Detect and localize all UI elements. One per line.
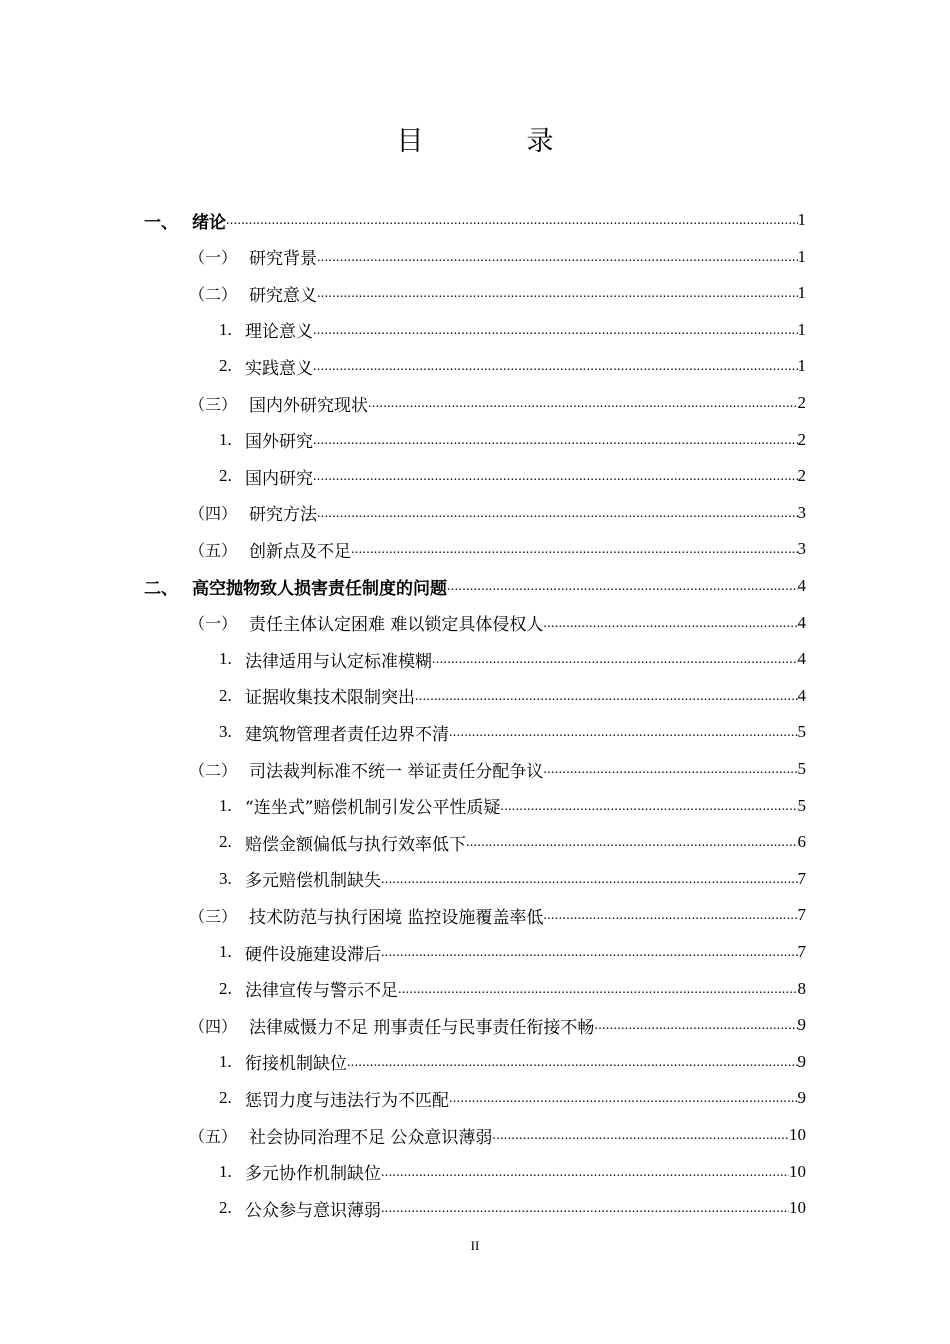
toc-entry-number: 3. — [219, 868, 232, 888]
toc-entry[interactable] — [144, 568, 806, 604]
toc-dot-leader — [317, 275, 798, 311]
toc-entry-label: 惩罚力度与违法行为不匹配 — [245, 1090, 449, 1111]
toc-entry[interactable] — [189, 751, 806, 787]
toc-entry-label: 实践意义 — [245, 358, 313, 379]
toc-entry-page: 9 — [797, 1051, 806, 1071]
toc-entry[interactable] — [219, 1080, 806, 1116]
toc-entry-label: 研究背景 — [249, 249, 317, 270]
toc-dot-leader — [447, 568, 798, 604]
toc-entry[interactable] — [189, 1117, 806, 1153]
toc-entry-label: 责任主体认定困难 难以锁定具体侵权人 — [249, 615, 544, 636]
toc-entry-label: 建筑物管理者责任边界不清 — [245, 724, 449, 745]
toc-entry[interactable] — [189, 1007, 806, 1043]
toc-entry[interactable] — [219, 348, 806, 384]
toc-entry-label: 法律适用与认定标准模糊 — [245, 651, 432, 672]
toc-entry-label: 绪论 — [192, 212, 226, 233]
toc-entry-label: 技术防范与执行困境 监控设施覆盖率低 — [249, 907, 544, 928]
toc-dot-leader — [313, 458, 798, 494]
toc-entry[interactable] — [219, 1154, 806, 1190]
toc-entry-page: 2 — [797, 429, 806, 449]
toc-entry[interactable] — [219, 1190, 806, 1226]
toc-entry-label: 理论意义 — [245, 322, 313, 343]
toc-entry-number: 3. — [219, 722, 232, 742]
toc-entry[interactable] — [219, 678, 806, 714]
toc-entry-label: 法律威慑力不足 刑事责任与民事责任衔接不畅 — [249, 1017, 595, 1038]
toc-dot-leader — [466, 824, 798, 860]
toc-entry-page: 2 — [797, 393, 806, 412]
toc-dot-leader — [543, 897, 797, 933]
toc-entry-label: 研究意义 — [249, 285, 317, 306]
toc-entry[interactable] — [219, 971, 806, 1007]
toc-entry-page: 4 — [797, 649, 806, 669]
toc-entry-page: 1 — [797, 283, 806, 303]
toc-entry-page: 1 — [797, 319, 806, 339]
toc-entry[interactable] — [219, 312, 806, 348]
toc-entry-number: （一） — [189, 248, 238, 268]
toc-dot-leader — [317, 495, 798, 531]
toc-entry-number: 1. — [219, 942, 232, 961]
toc-entry-label: 公众参与意识薄弱 — [245, 1200, 381, 1221]
toc-entry-page: 9 — [797, 1088, 806, 1108]
toc-entry[interactable] — [219, 641, 806, 677]
toc-dot-leader — [381, 1154, 789, 1190]
toc-dot-leader — [381, 934, 798, 970]
toc-entry-number: 2. — [219, 1088, 232, 1108]
toc-dot-leader — [543, 605, 797, 641]
toc-entry[interactable] — [219, 458, 806, 494]
toc-entry-label: 硬件设施建设滞后 — [245, 944, 381, 965]
toc-entry-number: 一、 — [144, 212, 178, 233]
toc-dot-leader — [317, 239, 798, 275]
toc-entry-label: 研究方法 — [249, 505, 317, 526]
toc-entry[interactable] — [219, 422, 806, 458]
toc-entry[interactable] — [219, 1044, 806, 1080]
toc-dot-leader — [594, 1007, 797, 1043]
toc-entry[interactable] — [189, 275, 806, 311]
toc-entry-number: 1. — [219, 319, 232, 339]
toc-entry[interactable] — [219, 824, 806, 860]
toc-entry-label: 多元协作机制缺位 — [245, 1164, 381, 1185]
toc-dot-leader — [449, 714, 798, 750]
toc-entry-page: 5 — [797, 795, 806, 815]
toc-entry-page: 7 — [797, 942, 806, 961]
toc-entry-number: 1. — [219, 1161, 232, 1181]
toc-dot-leader — [398, 971, 798, 1007]
toc-entry-number: 二、 — [144, 578, 178, 599]
toc-entry-label: 衔接机制缺位 — [245, 1054, 347, 1075]
toc-entry-number: （三） — [189, 906, 238, 926]
toc-dot-leader — [368, 385, 798, 421]
toc-entry[interactable] — [189, 897, 806, 933]
toc-entry-page: 1 — [797, 246, 806, 266]
toc-entry-page: 7 — [797, 868, 806, 888]
toc-entry-page: 4 — [797, 576, 806, 595]
toc-entry-label: 证据收集技术限制突出 — [245, 688, 415, 709]
toc-entry-label: 高空抛物致人损害责任制度的问题 — [192, 578, 447, 599]
toc-entry-number: 1. — [219, 649, 232, 669]
toc-entry-number: 2. — [219, 466, 232, 486]
toc-entry[interactable] — [189, 531, 806, 567]
toc-entry-number: 2. — [219, 685, 232, 705]
toc-entry-label: 创新点及不足 — [249, 541, 351, 562]
toc-entry-page: 10 — [789, 1161, 806, 1181]
toc-dot-leader — [543, 751, 797, 787]
toc-entry[interactable] — [219, 861, 806, 897]
toc-dot-leader — [313, 312, 798, 348]
toc-entry-page: 7 — [797, 905, 806, 925]
toc-entry-label: 国外研究 — [245, 432, 313, 453]
toc-entry[interactable] — [189, 239, 806, 275]
toc-entry-number: 1. — [219, 429, 232, 449]
toc-entry-number: （四） — [189, 504, 238, 524]
toc-entry[interactable] — [219, 714, 806, 750]
toc-entry-label: 多元赔偿机制缺失 — [245, 871, 381, 892]
toc-dot-leader — [432, 641, 798, 677]
toc-entry-page: 5 — [797, 722, 806, 742]
toc-entry[interactable] — [189, 495, 806, 531]
toc-entry-label: 社会协同治理不足 公众意识薄弱 — [249, 1127, 493, 1148]
toc-dot-leader — [449, 1080, 798, 1116]
toc-entry-page: 9 — [797, 1015, 806, 1035]
toc-entry-number: 2. — [219, 978, 232, 998]
toc-entry-page: 6 — [797, 832, 806, 852]
toc-entry-page: 3 — [797, 502, 806, 522]
toc-dot-leader — [381, 861, 798, 897]
toc-entry-label: “连坐式”赔偿机制引发公平性质疑 — [245, 798, 501, 819]
toc-title: 目 录 — [396, 126, 592, 157]
toc-entry[interactable] — [144, 202, 806, 238]
toc-entry-label: 法律宣传与警示不足 — [245, 981, 398, 1002]
toc-dot-leader — [415, 678, 798, 714]
page-number-footer: II — [470, 1238, 480, 1253]
toc-dot-leader — [313, 422, 798, 458]
toc-entry[interactable] — [189, 385, 806, 421]
toc-entry-number: 1. — [219, 795, 232, 815]
toc-dot-leader — [347, 1044, 798, 1080]
toc-entry-label: 国内研究 — [245, 468, 313, 489]
toc-entry-label: 司法裁判标准不统一 举证责任分配争议 — [249, 761, 544, 782]
toc-entry-page: 10 — [789, 1198, 806, 1218]
toc-dot-leader — [500, 788, 797, 824]
toc-entry-label: 赔偿金额偏低与执行效率低下 — [245, 834, 466, 855]
toc-entry-number: （四） — [189, 1016, 238, 1036]
toc-entry[interactable] — [189, 605, 806, 641]
toc-entry-page: 10 — [789, 1125, 806, 1144]
toc-entry-number: （五） — [189, 1126, 238, 1146]
toc-entry-page: 3 — [797, 539, 806, 559]
toc-entry-page: 5 — [797, 759, 806, 778]
toc-entry-page: 2 — [797, 466, 806, 486]
toc-dot-leader — [313, 348, 798, 384]
toc-entry-number: 1. — [219, 1051, 232, 1071]
toc-entry-page: 1 — [797, 356, 806, 376]
toc-entry-number: （一） — [189, 614, 238, 634]
toc-entry[interactable] — [219, 934, 806, 970]
toc-entry-number: （二） — [189, 760, 238, 780]
toc-entry-number: 2. — [219, 1198, 232, 1218]
toc-entry-page: 4 — [797, 685, 806, 705]
toc-entry-number: 2. — [219, 356, 232, 376]
toc-entry-number: 2. — [219, 832, 232, 852]
toc-dot-leader — [351, 531, 798, 567]
toc-entry-page: 4 — [797, 612, 806, 632]
toc-entry-number: （三） — [189, 394, 238, 414]
toc-entry-label: 国内外研究现状 — [249, 395, 368, 416]
toc-entry-page: 1 — [797, 210, 806, 229]
toc-entry-page: 8 — [797, 978, 806, 998]
toc-dot-leader — [381, 1190, 789, 1226]
toc-entry[interactable] — [219, 788, 806, 824]
toc-entry-number: （五） — [189, 540, 238, 560]
toc-entry-number: （二） — [189, 284, 238, 304]
toc-dot-leader — [226, 202, 798, 238]
toc-dot-leader — [492, 1117, 789, 1153]
